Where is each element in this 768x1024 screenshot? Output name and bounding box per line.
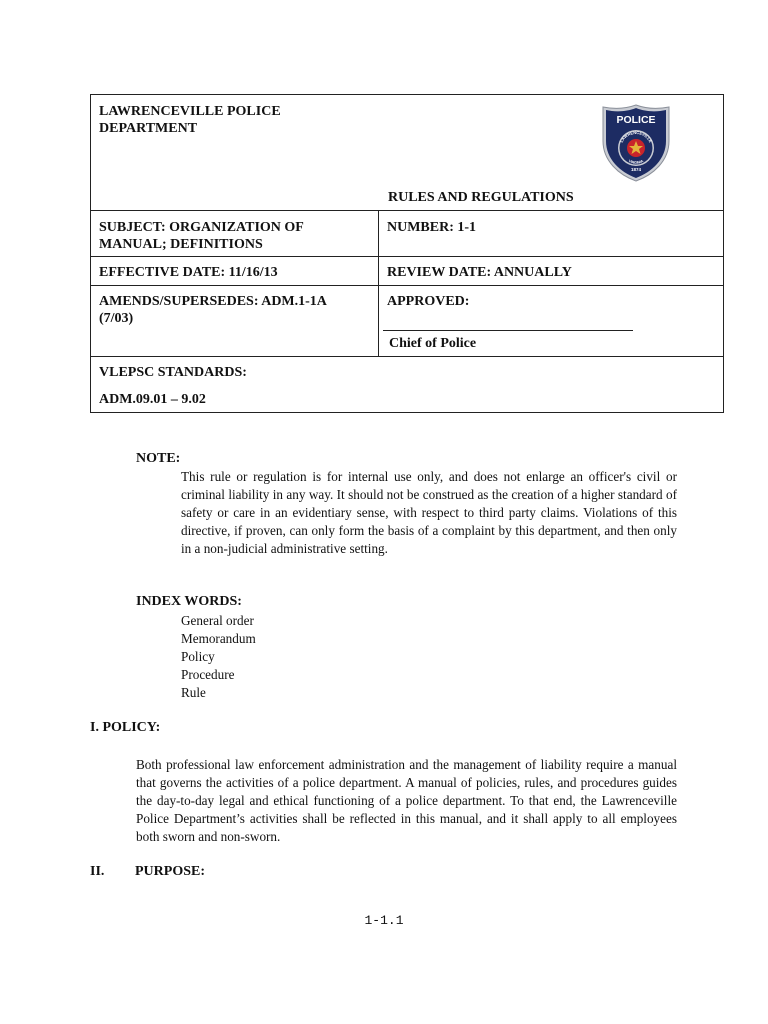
review-date: REVIEW DATE: ANNUALLY	[387, 265, 572, 280]
agency-name	[99, 103, 281, 137]
amends-cell	[91, 286, 379, 357]
list-item: Procedure	[181, 667, 235, 682]
number-cell	[379, 211, 724, 257]
subject-cell	[91, 211, 379, 257]
list-item: General order	[181, 613, 254, 628]
approved-label: APPROVED:	[387, 294, 470, 309]
policy-heading: I. POLICY:	[90, 720, 161, 735]
document-number: NUMBER: 1-1	[387, 220, 477, 235]
list-item: Rule	[181, 685, 206, 700]
agency-line-2: DEPARTMENT	[99, 121, 198, 136]
badge-title: POLICE	[616, 114, 656, 126]
amends-line-2: (7/03)	[99, 311, 134, 326]
subject-line-2: MANUAL; DEFINITIONS	[99, 237, 263, 252]
badge-ring-text: LAWRENCEVILLE	[618, 129, 654, 144]
subject-line-1: SUBJECT: ORGANIZATION OF	[99, 220, 304, 235]
policy-body: Both professional law enforcement administration and the management of liability require a manual that governs the activities of a police department. A manual of policies, rules, and procedures guides the day-to-day legal and ethical functioning of a police department. To that end, the Lawrenceville Police Department’s activities shall be reflected in this manual, and it shall apply to all employees both sworn and non-sworn.	[136, 757, 677, 844]
amends-line-1: AMENDS/SUPERSEDES: ADM.1-1A	[99, 294, 327, 309]
page-number: 1-1.1	[364, 913, 404, 928]
agency-line-1: LAWRENCEVILLE POLICE	[99, 104, 281, 119]
review-date-cell	[379, 257, 724, 286]
vlepsc-label: VLEPSC STANDARDS:	[99, 365, 247, 380]
index-words-list	[181, 612, 256, 702]
note-heading: NOTE:	[136, 451, 181, 466]
list-item: Policy	[181, 649, 215, 664]
purpose-number: II.	[90, 864, 105, 879]
purpose-heading: PURPOSE:	[135, 864, 205, 879]
signature-line	[383, 330, 633, 331]
note-body: This rule or regulation is for internal use only, and does not enlarge an officer's civil or criminal liability in any way. It should not be construed as the creation of a higher standard of safety or care in an evidentiary sense, with respect to third party claims. Violations of this directive, if proven, can only form the basis of a complaint by this department, and then only in a non-judicial administrative setting.	[181, 469, 677, 556]
header-table	[90, 94, 724, 413]
standards-cell	[91, 357, 724, 413]
title-cell	[91, 95, 724, 211]
approved-cell	[379, 286, 724, 357]
vlepsc-standards: ADM.09.01 – 9.02	[99, 392, 206, 407]
effective-date: EFFECTIVE DATE: 11/16/13	[99, 265, 278, 280]
effective-date-cell	[91, 257, 379, 286]
document-type: RULES AND REGULATIONS	[388, 190, 574, 205]
badge-state-text: VIRGINIA	[627, 158, 645, 165]
index-words-heading: INDEX WORDS:	[136, 594, 242, 609]
badge-year: 1874	[630, 167, 642, 172]
chief-of-police-label: Chief of Police	[389, 336, 477, 351]
list-item: Memorandum	[181, 631, 256, 646]
police-badge-logo	[599, 103, 673, 183]
